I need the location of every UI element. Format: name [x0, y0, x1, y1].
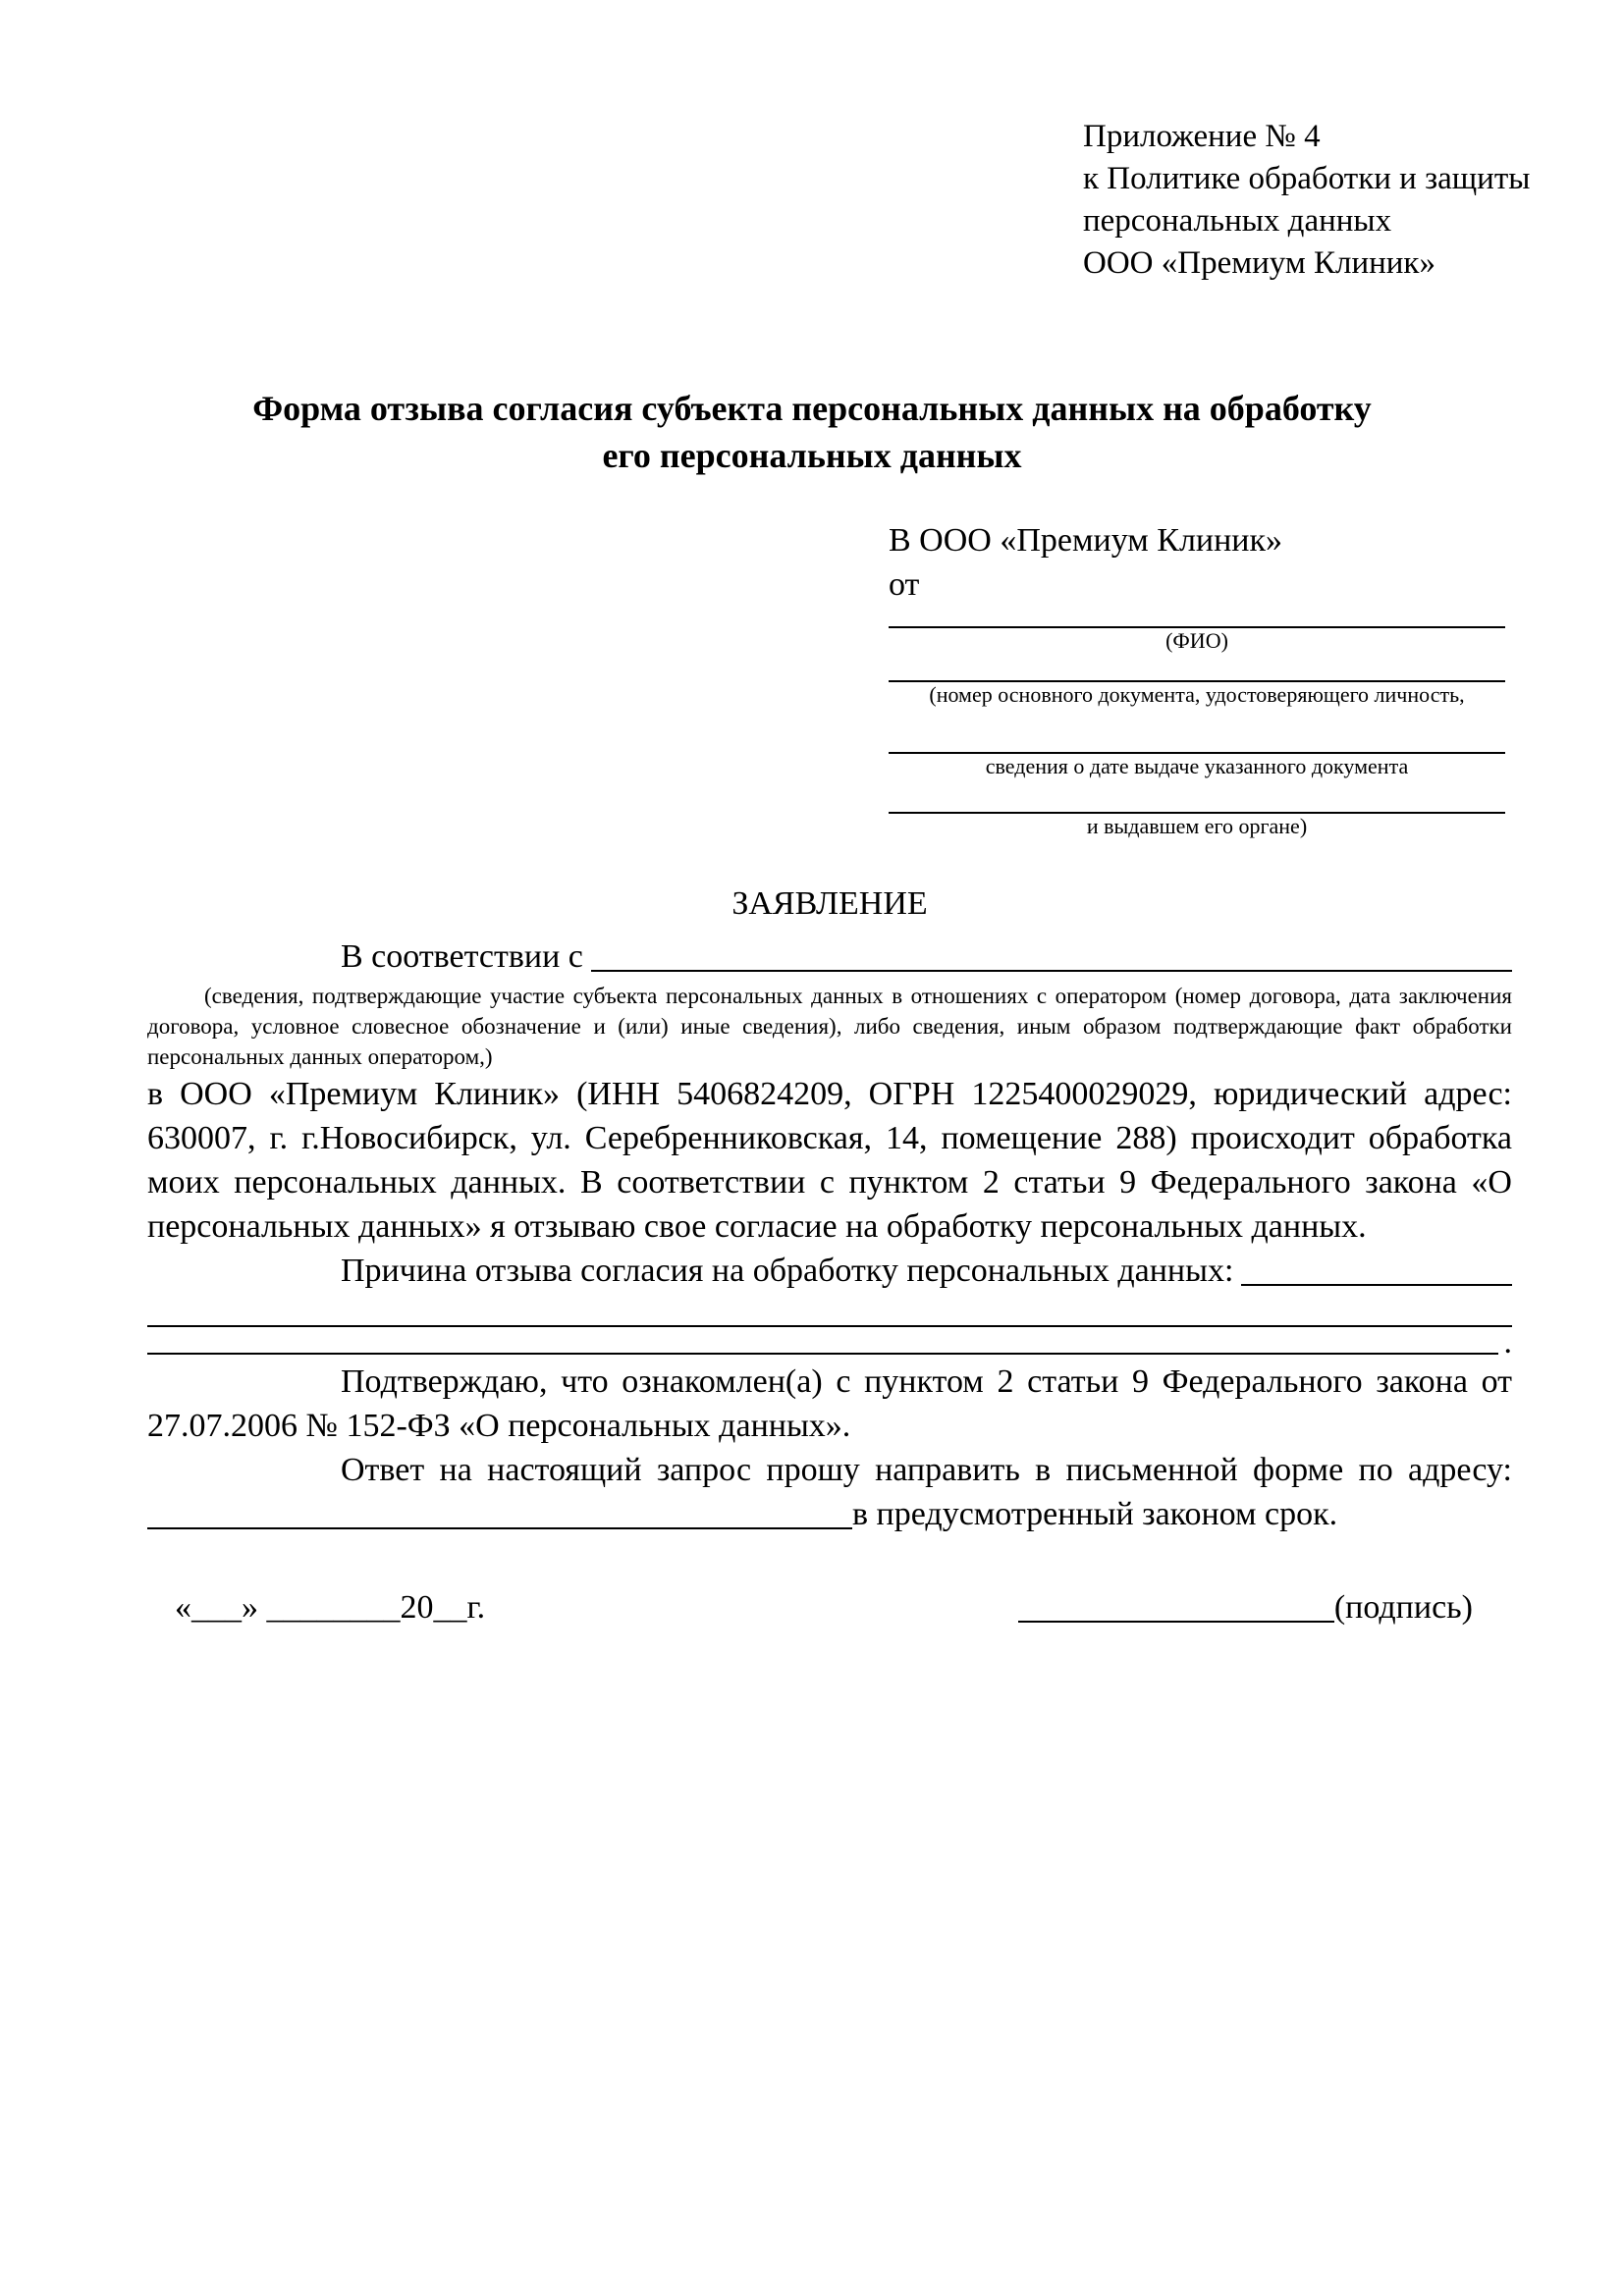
- id-document-field-2: [889, 708, 1505, 779]
- accordance-label: В соответствии с: [341, 938, 583, 975]
- id-document-line-2: [889, 708, 1505, 754]
- statement-body: [147, 934, 1512, 1536]
- reply-address-row: [147, 1492, 1512, 1536]
- date-line: «___» ________20__г.: [175, 1589, 486, 1626]
- reason-blank-line-3-rule: [147, 1327, 1498, 1355]
- document-title-line: его персональных данных: [602, 436, 1022, 475]
- appendix-note: [1083, 116, 1530, 285]
- addressee-to: В ООО «Премиум Клиник»: [889, 522, 1283, 559]
- reply-request-line: Ответ на настоящий запрос прошу направить в письменной форме по адресу:: [341, 1452, 1512, 1488]
- id-document-caption-3: и выдавшем его органе): [1086, 814, 1308, 838]
- accordance-row: [147, 934, 1512, 979]
- signature-line: [1018, 1585, 1334, 1623]
- appendix-line: ООО «Премиум Клиник»: [1083, 245, 1435, 281]
- fio-field-line: [889, 607, 1505, 628]
- id-document-caption-1: (номер основного документа, удостоверяющего личность,: [929, 682, 1465, 707]
- id-document-line-1: [889, 654, 1505, 682]
- appendix-line: Приложение № 4: [1083, 119, 1321, 154]
- statement-heading: ЗАЯВЛЕНИЕ: [731, 885, 928, 922]
- id-document-caption-2: сведения о дате выдаче указанного документа: [985, 754, 1409, 778]
- confirm-paragraph: Подтверждаю, что ознакомлен(а) с пунктом 2 статьи 9 Федерального закона от 27.07.2006 № 152-ФЗ «О персональных данных».: [147, 1363, 1512, 1444]
- fio-caption: (ФИО): [1165, 628, 1228, 653]
- main-paragraph: в ООО «Премиум Клиник» (ИНН 5406824209, ОГРН 1225400029029, юридический адрес: 630007, г. г.Новосибирск, ул. Серебренниковская, 14, помещение 288) происходит обработка моих персональных данных. В соответствии с пунктом 2 статьи 9 Федерального закона «О персональных данных» я отзываю свое согласие на обработку персональных данных.: [147, 1076, 1512, 1245]
- reason-row: [147, 1249, 1512, 1293]
- blank-line-terminator: .: [1503, 1324, 1512, 1361]
- signature-caption: (подпись): [1333, 1589, 1473, 1626]
- appendix-line: персональных данных: [1083, 203, 1392, 239]
- id-document-field-1: [889, 654, 1505, 708]
- addressee-from-label: от: [889, 566, 920, 603]
- fio-field: [889, 607, 1505, 654]
- appendix-line: к Политике обработки и защиты: [1083, 161, 1531, 196]
- reason-blank-line: [1241, 1249, 1512, 1286]
- reply-address-blank-line: [147, 1492, 852, 1529]
- document-title-line: Форма отзыва согласия субъекта персональных данных на обработку: [252, 389, 1372, 428]
- accordance-hint: (сведения, подтверждающие участие субъекта персональных данных в отношениях с оператором (номер договора, дата заключения договора, условное словесное обозначение и (или) иные сведения), либо сведения, иным образом подтверждающие факт обработки персональных данных оператором,): [147, 984, 1512, 1069]
- reason-blank-line-3: [147, 1324, 1512, 1361]
- footer-row: [147, 1585, 1512, 1629]
- id-document-line-3: [889, 779, 1505, 814]
- accordance-blank-line: [591, 934, 1512, 972]
- id-document-field-3: [889, 779, 1505, 839]
- addressee-block: [889, 518, 1505, 839]
- signature-group: [1018, 1585, 1512, 1629]
- reason-blank-line-2: [147, 1306, 1512, 1327]
- reply-tail: в предусмотренный законом срок.: [852, 1496, 1338, 1532]
- document-title: [130, 385, 1494, 479]
- reason-label: Причина отзыва согласия на обработку персональных данных:: [341, 1253, 1234, 1289]
